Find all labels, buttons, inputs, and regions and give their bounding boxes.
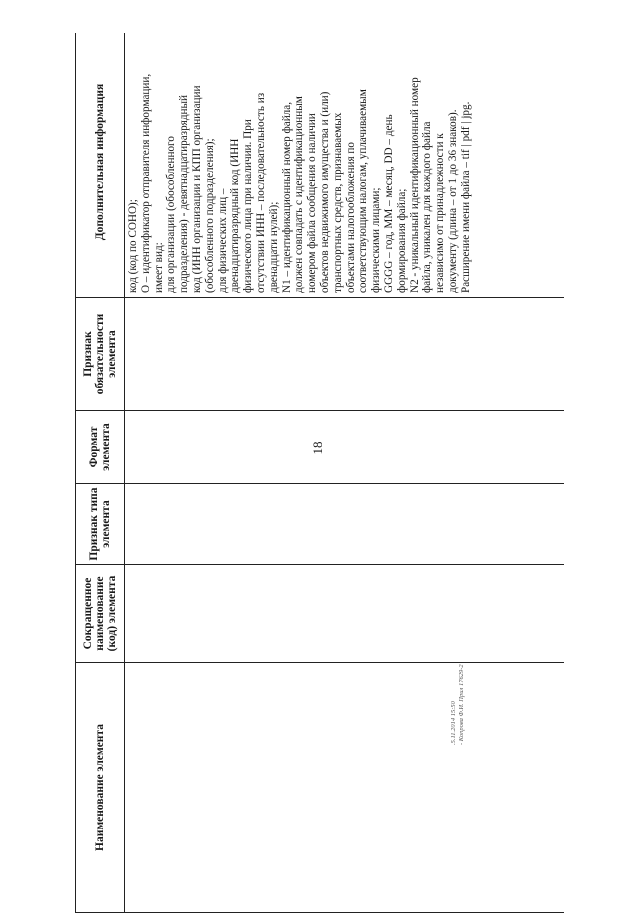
info-line: N1 – идентификационный номер файла, xyxy=(280,101,293,293)
table-header-row xyxy=(76,33,125,913)
footer-stamp xyxy=(450,465,480,745)
info-line: (обособленного подразделения); xyxy=(203,138,216,293)
info-line: соответствующим налогам, уплачиваемым xyxy=(357,89,370,293)
info-line: для физических лиц – xyxy=(216,188,229,293)
info-line: физическими лицами; xyxy=(370,187,383,293)
header-short-name: Сокращенное наименование (код) элемента xyxy=(76,565,125,663)
rotated-table-container xyxy=(75,33,564,913)
cell-required xyxy=(125,298,565,411)
info-line: номером файла сообщения о наличии xyxy=(306,113,319,293)
element-table xyxy=(75,33,564,913)
cell-short-name xyxy=(125,565,565,663)
header-element-type: Признак типа элемента xyxy=(76,484,125,565)
table-row xyxy=(125,33,565,913)
info-line: объектов недвижимого имущества и (или) xyxy=(318,91,331,293)
info-line: GGGG – год, MM – месяц, DD – день xyxy=(382,114,395,293)
info-line: независимо от принадлежности к xyxy=(434,133,447,293)
info-line: объектами налогообложения по xyxy=(344,142,357,293)
header-required: Признак обязательности элемента xyxy=(76,298,125,411)
cell-element-format xyxy=(125,411,565,484)
info-line: двенадцатиразрядный код (ИНН xyxy=(229,138,242,293)
page-number: 18 xyxy=(310,441,325,455)
info-line: файла, уникален для каждого файла xyxy=(421,121,434,293)
cell-element-type xyxy=(125,484,565,565)
info-line: физического лица при наличии. При xyxy=(242,119,255,293)
info-line: документу (длина – от 1 до 36 знаков). xyxy=(446,109,459,293)
info-line: должен совпадать с идентификационным xyxy=(293,96,306,293)
info-line: для организации (обособленного xyxy=(165,136,178,293)
info-line: транспортных средств, признаваемых xyxy=(331,112,344,293)
info-line: О – идентификатор отправителя информации, xyxy=(139,73,152,293)
cell-additional-info xyxy=(125,33,565,298)
info-line: отсутствии ИНН – последовательность из xyxy=(254,92,267,293)
footer-stamp-date: .5.11.2014 15:50 xyxy=(450,701,457,745)
info-line: двенадцати нулей); xyxy=(267,201,280,293)
header-element-name: Наименование элемента xyxy=(76,663,125,913)
header-element-format: Формат элемента xyxy=(76,411,125,484)
info-line: Расширение имени файла – tif | pdf | jpg. xyxy=(459,101,472,293)
cell-element-name xyxy=(125,663,565,913)
info-line: N2 - уникальный идентификационный номер xyxy=(408,77,421,293)
table-frame xyxy=(75,33,564,913)
info-line: код (код по СОНО); xyxy=(127,199,139,293)
info-line: имеет вид: xyxy=(152,242,165,293)
header-additional-info: Дополнительная информация xyxy=(76,33,125,298)
info-line: формирования файла; xyxy=(395,188,408,293)
info-line: подразделения) - девятнадцатиразрядный xyxy=(178,94,191,293)
footer-stamp-author: - Копрова Ф.И. Прил 17629-2 xyxy=(458,664,465,745)
info-line: код (ИНН организации и КПП организации xyxy=(190,85,203,293)
